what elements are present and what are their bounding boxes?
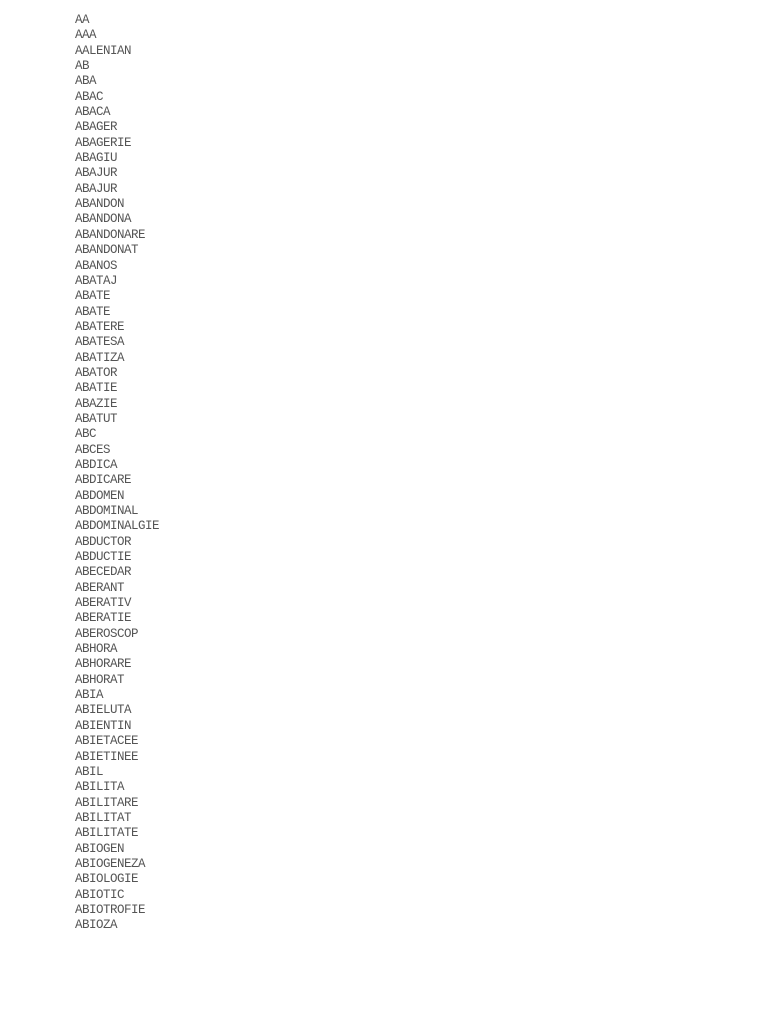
word-item: ABANDONA bbox=[75, 212, 132, 227]
word-item: ABAC bbox=[75, 89, 104, 104]
word-list bbox=[75, 13, 159, 934]
word-item: ABERATIE bbox=[75, 611, 132, 626]
word-item: ABANOS bbox=[75, 258, 118, 273]
word-item: ABEROSCOP bbox=[75, 626, 139, 641]
word-item: ABDUCTOR bbox=[75, 534, 132, 549]
word-item: ABAGIU bbox=[75, 151, 118, 166]
word-item: AAA bbox=[75, 28, 97, 43]
word-item: ABIETACEE bbox=[75, 734, 139, 749]
word-item: ABAGERIE bbox=[75, 135, 132, 150]
word-item: ABDUCTIE bbox=[75, 550, 132, 565]
word-item: ABECEDAR bbox=[75, 565, 132, 580]
word-item: ABA bbox=[75, 74, 97, 89]
word-item: ABDOMINAL bbox=[75, 504, 139, 518]
word-item: ABCES bbox=[75, 442, 111, 457]
word-item: ABAJUR bbox=[75, 166, 118, 181]
word-item: ABIOZA bbox=[75, 918, 118, 933]
word-item: ABANDON bbox=[75, 197, 125, 212]
word-item: ABATOR bbox=[75, 365, 118, 380]
word-item: ABACA bbox=[75, 105, 111, 120]
word-item: ABDICARE bbox=[75, 473, 132, 488]
word-item: ABILITAT bbox=[75, 810, 132, 825]
word-item: ABATAJ bbox=[75, 273, 118, 288]
word-item: ABC bbox=[75, 427, 97, 442]
word-item: ABHORA bbox=[75, 642, 118, 657]
word-item: ABDICA bbox=[75, 457, 118, 472]
word-item: ABIOLOGIE bbox=[75, 872, 139, 887]
word-item: ABIOTROFIE bbox=[75, 902, 146, 917]
word-item: ABATESA bbox=[75, 335, 125, 350]
word-item: ABILITA bbox=[75, 780, 125, 795]
word-item: ABIOGENEZA bbox=[75, 856, 146, 871]
word-item: ABIA bbox=[75, 688, 104, 703]
word-item: ABHORARE bbox=[75, 657, 132, 672]
word-item: ABIETINEE bbox=[75, 749, 139, 764]
word-item: ABANDONARE bbox=[75, 227, 146, 242]
word-item: ABIOTIC bbox=[75, 887, 125, 902]
word-item: ABATUT bbox=[75, 411, 118, 426]
word-item: ABERANT bbox=[75, 580, 125, 595]
word-item: ABDOMEN bbox=[75, 488, 125, 503]
word-item: ABIELUTA bbox=[75, 703, 132, 718]
word-item: ABATIE bbox=[75, 381, 118, 396]
word-item: ABERATIV bbox=[75, 596, 132, 611]
word-item: ABILITARE bbox=[75, 795, 139, 810]
word-item: ABIENTIN bbox=[75, 718, 132, 733]
word-item: AB bbox=[75, 59, 90, 74]
word-item: ABILITATE bbox=[75, 826, 139, 841]
word-item: ABANDONAT bbox=[75, 243, 139, 258]
word-item: ABATIZA bbox=[75, 350, 125, 365]
word-item: ABIL bbox=[75, 764, 104, 779]
word-item: ABATE bbox=[75, 289, 111, 304]
word-item: ABHORAT bbox=[75, 672, 125, 687]
word-item: ABATE bbox=[75, 304, 111, 319]
word-item: ABIOGEN bbox=[75, 841, 125, 856]
word-item: ABDOMINALGIE bbox=[75, 519, 160, 534]
word-item: ABAZIE bbox=[75, 396, 118, 411]
word-item: ABAGER bbox=[75, 120, 118, 135]
word-item: ABATERE bbox=[75, 319, 125, 334]
word-item: AALENIAN bbox=[75, 43, 132, 58]
word-item: AA bbox=[75, 13, 90, 27]
word-item: ABAJUR bbox=[75, 181, 118, 196]
